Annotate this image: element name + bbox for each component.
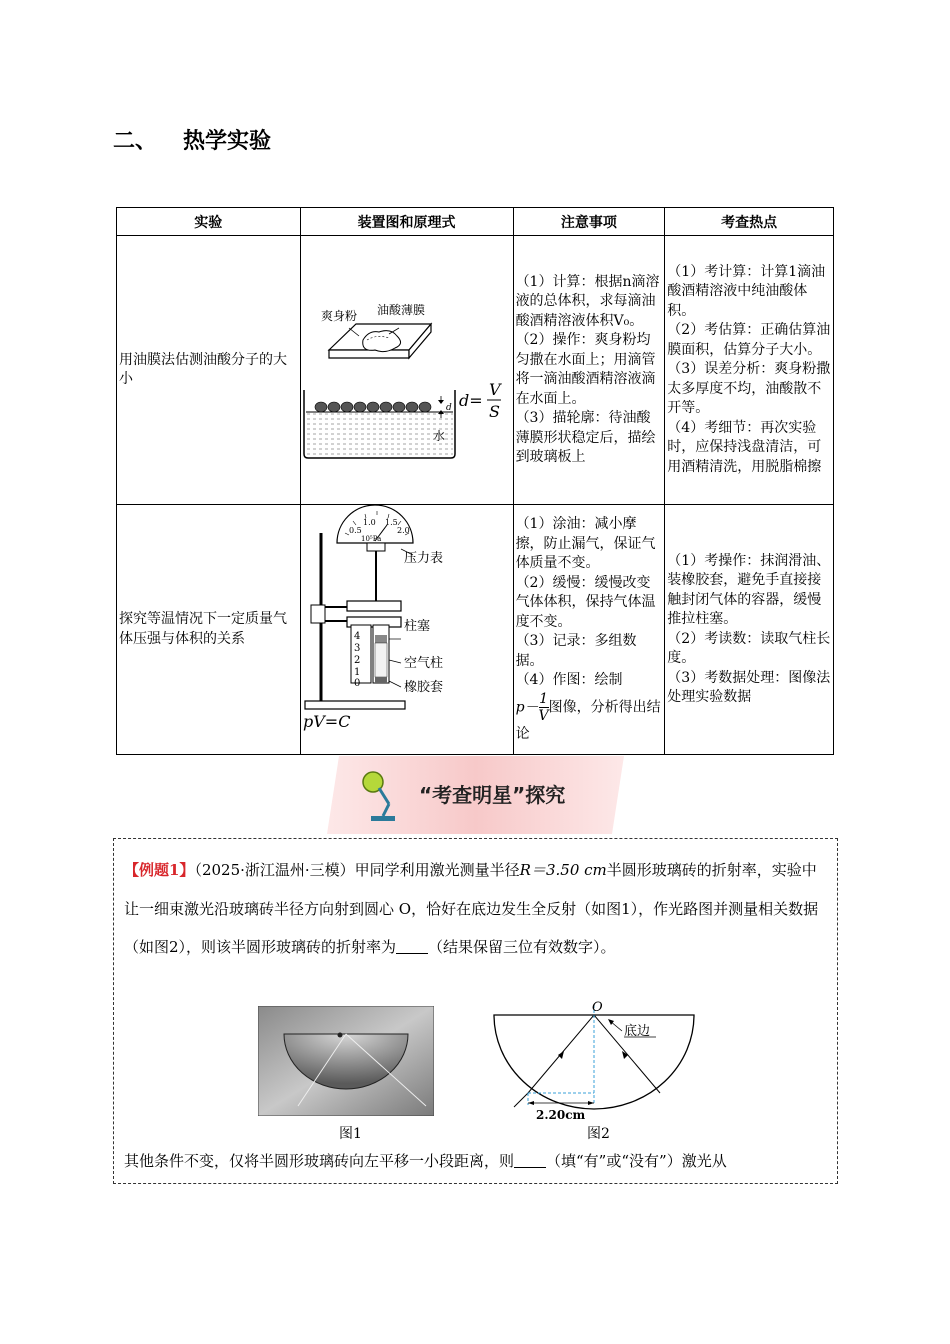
- syringe-scale: [354, 631, 360, 689]
- svg-text:V: V: [488, 379, 501, 399]
- experiment-name: 用油膜法估测油酸分子的大小: [117, 236, 301, 505]
- svg-text:1: 1: [353, 667, 360, 678]
- banner-text: “考查明星”探究: [419, 783, 566, 807]
- section-number: 二、: [113, 129, 158, 154]
- note-item: （4）作图：绘制: [515, 672, 623, 689]
- svg-text:爽身粉: 爽身粉: [320, 308, 357, 323]
- svg-text:1.5: 1.5: [384, 518, 398, 527]
- figure-1: [258, 1006, 434, 1116]
- hotspot-item: （1）考操作：抹润滑油、装橡胶套，避免手直接接触封闭气体的容器，缓慢推拉柱塞。: [667, 552, 831, 627]
- hotspot-item: （2）考估算：正确估算油膜面积，估算分子大小。: [667, 322, 831, 358]
- hotspots-oil-film: [665, 236, 834, 505]
- note-item: （1）计算：根据n滴溶液的总体积，求每滴油酸酒精溶液体积V₀。: [515, 273, 660, 329]
- hotspot-item: （1）考计算：计算1滴油酸酒精溶液中纯油酸体积。: [667, 263, 826, 319]
- svg-text:d=: d=: [458, 390, 483, 410]
- vessel-figure: [304, 390, 455, 458]
- apparatus-figure-oil-film: [300, 236, 513, 505]
- note-item: （2）操作：爽身粉均匀撒在水面上；用滴管将一滴油酸酒精溶液滴在水面上。: [515, 332, 656, 407]
- svg-text:0.5: 0.5: [348, 526, 362, 535]
- hotspot-item: （2）考读数：读取气柱长度。: [667, 630, 831, 666]
- gas-law-diagram: [301, 505, 512, 737]
- apparatus-figure-gas: [300, 505, 513, 755]
- svg-text:2.0: 2.0: [396, 526, 410, 535]
- oil-film-formula: [459, 380, 502, 421]
- header-figure: 装置图和原理式: [300, 208, 513, 236]
- answer-blank-1[interactable]: [396, 938, 428, 954]
- hotspot-item: （4）考细节：再次实验时，应保持浅盘清洁，可用酒精清洗，用脱脂棉擦: [667, 419, 822, 475]
- section-heading: 热学实验: [183, 129, 272, 154]
- svg-text:柱塞: 柱塞: [403, 619, 430, 634]
- header-experiment: 实验: [117, 208, 301, 236]
- section-banner: [327, 756, 624, 834]
- svg-text:水: 水: [432, 428, 445, 443]
- experiment-name: 探究等温情况下一定质量气体压强与体积的关系: [117, 505, 301, 755]
- experiment-table: [116, 207, 834, 755]
- svg-text:2: 2: [353, 655, 360, 666]
- note-item: （1）涂油：减小摩擦，防止漏气，保证气体质量不变。: [515, 516, 656, 572]
- svg-text:O: O: [592, 1000, 603, 1015]
- header-hotspots: 考查热点: [665, 208, 834, 236]
- table-header-row: [117, 208, 834, 236]
- note-item-formula: p－ $\frac{1}{V}$ 图像，分析得出结论: [515, 690, 661, 742]
- answer-blank-2[interactable]: [514, 1152, 546, 1168]
- figure-1-caption: 图1: [339, 1126, 362, 1142]
- table-row: [117, 505, 834, 755]
- svg-text:1.0: 1.0: [362, 518, 376, 527]
- svg-text:4: 4: [353, 631, 360, 642]
- header-notes: 注意事项: [513, 208, 665, 236]
- gas-law-formula: pV=C: [302, 712, 351, 731]
- svg-text:10⁵Pa: 10⁵Pa: [360, 535, 381, 543]
- table-row: [117, 236, 834, 505]
- svg-text:底边: 底边: [624, 1024, 651, 1039]
- figure-2: [492, 997, 696, 1123]
- notes-gas: [513, 505, 665, 755]
- svg-text:0: 0: [353, 678, 360, 689]
- example-text: 【例题1】（2025·浙江温州·三模）甲同学利用激光测量半径R＝3.50 cm半圆形玻璃砖的折射率，实验中让一细束激光沿玻璃砖半径方向射到圆心 O，恰好在底边发生全反射（如图1），作光路图并测量相关数据（如图2），则该半圆形玻璃砖的折射率为 （结果保留三位有效数字）。: [124, 861, 819, 956]
- example-box: [113, 838, 838, 1184]
- svg-text:橡胶套: 橡胶套: [403, 680, 443, 695]
- svg-text:油酸薄膜: 油酸薄膜: [376, 302, 425, 317]
- figure-2-caption: 图2: [587, 1126, 610, 1142]
- hotspot-item: （3）误差分析：爽身粉撒太多厚度不均，油酸散不开等。: [667, 361, 831, 417]
- svg-text:2.20cm: 2.20cm: [536, 1108, 586, 1122]
- section-title: [113, 124, 271, 155]
- svg-text:d: d: [445, 402, 452, 413]
- notes-oil-film: [513, 236, 665, 505]
- svg-text:空气柱: 空气柱: [403, 656, 443, 671]
- note-item: （2）缓慢：缓慢改变气体体积，保持气体温度不变。: [515, 574, 656, 630]
- hotspots-gas: [665, 505, 834, 755]
- example-tag: 【例题1】: [124, 861, 195, 879]
- oil-film-diagram: [301, 262, 512, 472]
- example-followup: 其他条件不变，仅将半圆形玻璃砖向左平移一小段距离，则 （填“有”或“没有”）激光从: [124, 1152, 727, 1170]
- note-item: （3）描轮廓：待油酸薄膜形状稳定后，描绘到玻璃板上: [515, 410, 656, 465]
- hotspot-item: （3）考数据处理：图像法处理实验数据: [667, 669, 831, 705]
- svg-text:S: S: [488, 401, 500, 421]
- svg-text:压力表: 压力表: [403, 551, 443, 566]
- note-item: （3）记录：多组数据。: [515, 633, 637, 669]
- svg-text:3: 3: [353, 643, 360, 654]
- radius-value: R＝3.50 cm: [519, 861, 607, 879]
- tray-figure: [321, 302, 431, 358]
